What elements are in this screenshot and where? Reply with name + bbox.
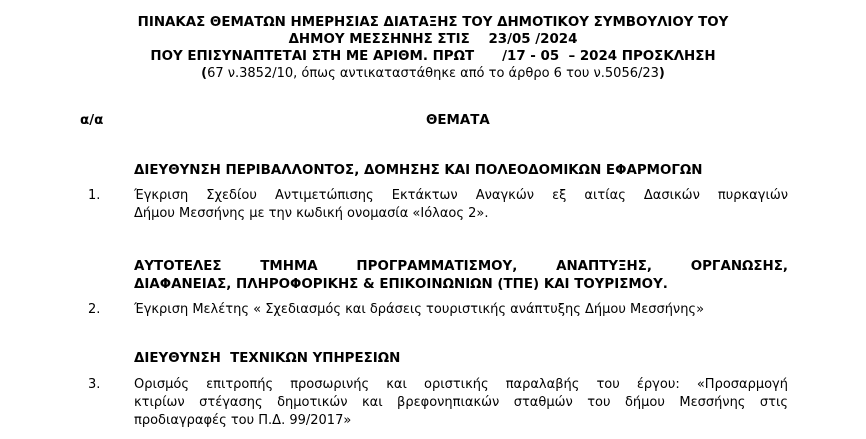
legal-reference-open-paren: ( <box>201 66 208 81</box>
section-title-line: ΔΙΕΥΘΥΝΣΗ ΤΕΧΝΙΚΩΝ ΥΠΗΡΕΣΙΩΝ <box>134 351 401 366</box>
legal-reference-close-paren: ) <box>658 66 665 81</box>
item-text-line: Έγκριση Σχεδίου Αντιμετώπισης Εκτάκτων Αναγκών εξ αιτίας Δασικών πυρκαγιών <box>134 188 788 203</box>
header-title-line-2: ΔΗΜΟΥ ΜΕΣΣΗΝΗΣ ΣΤΙΣ 23/05 /2024 <box>288 32 578 47</box>
column-header-number: α/α <box>80 113 104 128</box>
section-title-technical-services <box>134 350 788 368</box>
section-title-environment <box>134 162 788 180</box>
header-title-line-1: ΠΙΝΑΚΑΣ ΘΕΜΑΤΩΝ ΗΜΕΡΗΣΙΑΣ ΔΙΑΤΑΞΗΣ ΤΟΥ ΔΗΜΟΤΙΚΟΥ ΣΥΜΒΟΥΛΙΟΥ ΤΟΥ <box>137 15 729 30</box>
column-header-topics: ΘΕΜΑΤΑ <box>426 113 490 128</box>
item-text-line: Έγκριση Μελέτης « Σχεδιασμός και δράσεις τουριστικής ανάπτυξης Δήμου Μεσσήνης» <box>134 302 705 317</box>
item-number: 3. <box>88 377 101 392</box>
item-text-line: Ορισμός επιτροπής προσωρινής και οριστικής παραλαβής του έργου: «Προσαρμογή <box>134 377 788 392</box>
agenda-item-text <box>134 376 788 430</box>
header-legal-reference <box>0 65 866 82</box>
agenda-item-text <box>134 187 788 223</box>
section-title-line: ΑΥΤΟΤΕΛΕΣ ΤΜΗΜΑ ΠΡΟΓΡΑΜΜΑΤΙΣΜΟΥ, ΑΝΑΠΤΥΞΗΣ, ΟΡΓΑΝΩΣΗΣ, <box>134 259 788 274</box>
section-title-line: ΔΙΑΦΑΝΕΙΑΣ, ΠΛΗΡΟΦΟΡΙΚΗΣ & ΕΠΙΚΟΙΝΩΝΙΩΝ (ΤΠΕ) ΚΑΙ ΤΟΥΡΙΣΜΟΥ. <box>134 277 668 292</box>
item-text-line: προδιαγραφές του Π.Δ. 99/2017» <box>134 413 352 428</box>
item-text-line: κτιρίων στέγασης δημοτικών και βρεφονηπιακών σταθμών του δήμου Μεσσήνης στις <box>134 395 788 410</box>
section-title-programming <box>134 258 788 294</box>
section-title-line: ΔΙΕΥΘΥΝΣΗ ΠΕΡΙΒΑΛΛΟΝΤΟΣ, ΔΟΜΗΣΗΣ ΚΑΙ ΠΟΛΕΟΔΟΜΙΚΩΝ ΕΦΑΡΜΟΓΩΝ <box>134 163 703 178</box>
item-number: 1. <box>88 188 101 203</box>
item-text-line: Δήμου Μεσσήνης με την κωδική ονομασία «Ιόλαος 2». <box>134 206 489 221</box>
header-title-line-3: ΠΟΥ ΕΠΙΣΥΝΑΠΤΕΤΑΙ ΣΤΗ ΜΕ ΑΡΙΘΜ. ΠΡΩΤ /17 - 05 – 2024 ΠΡΟΣΚΛΗΣΗ <box>150 49 716 64</box>
item-number: 2. <box>88 302 101 317</box>
agenda-item-text <box>134 301 788 319</box>
document-header <box>0 14 866 82</box>
legal-reference-text: 67 ν.3852/10, όπως αντικαταστάθηκε από το άρθρο 6 του ν.5056/23 <box>207 66 659 81</box>
